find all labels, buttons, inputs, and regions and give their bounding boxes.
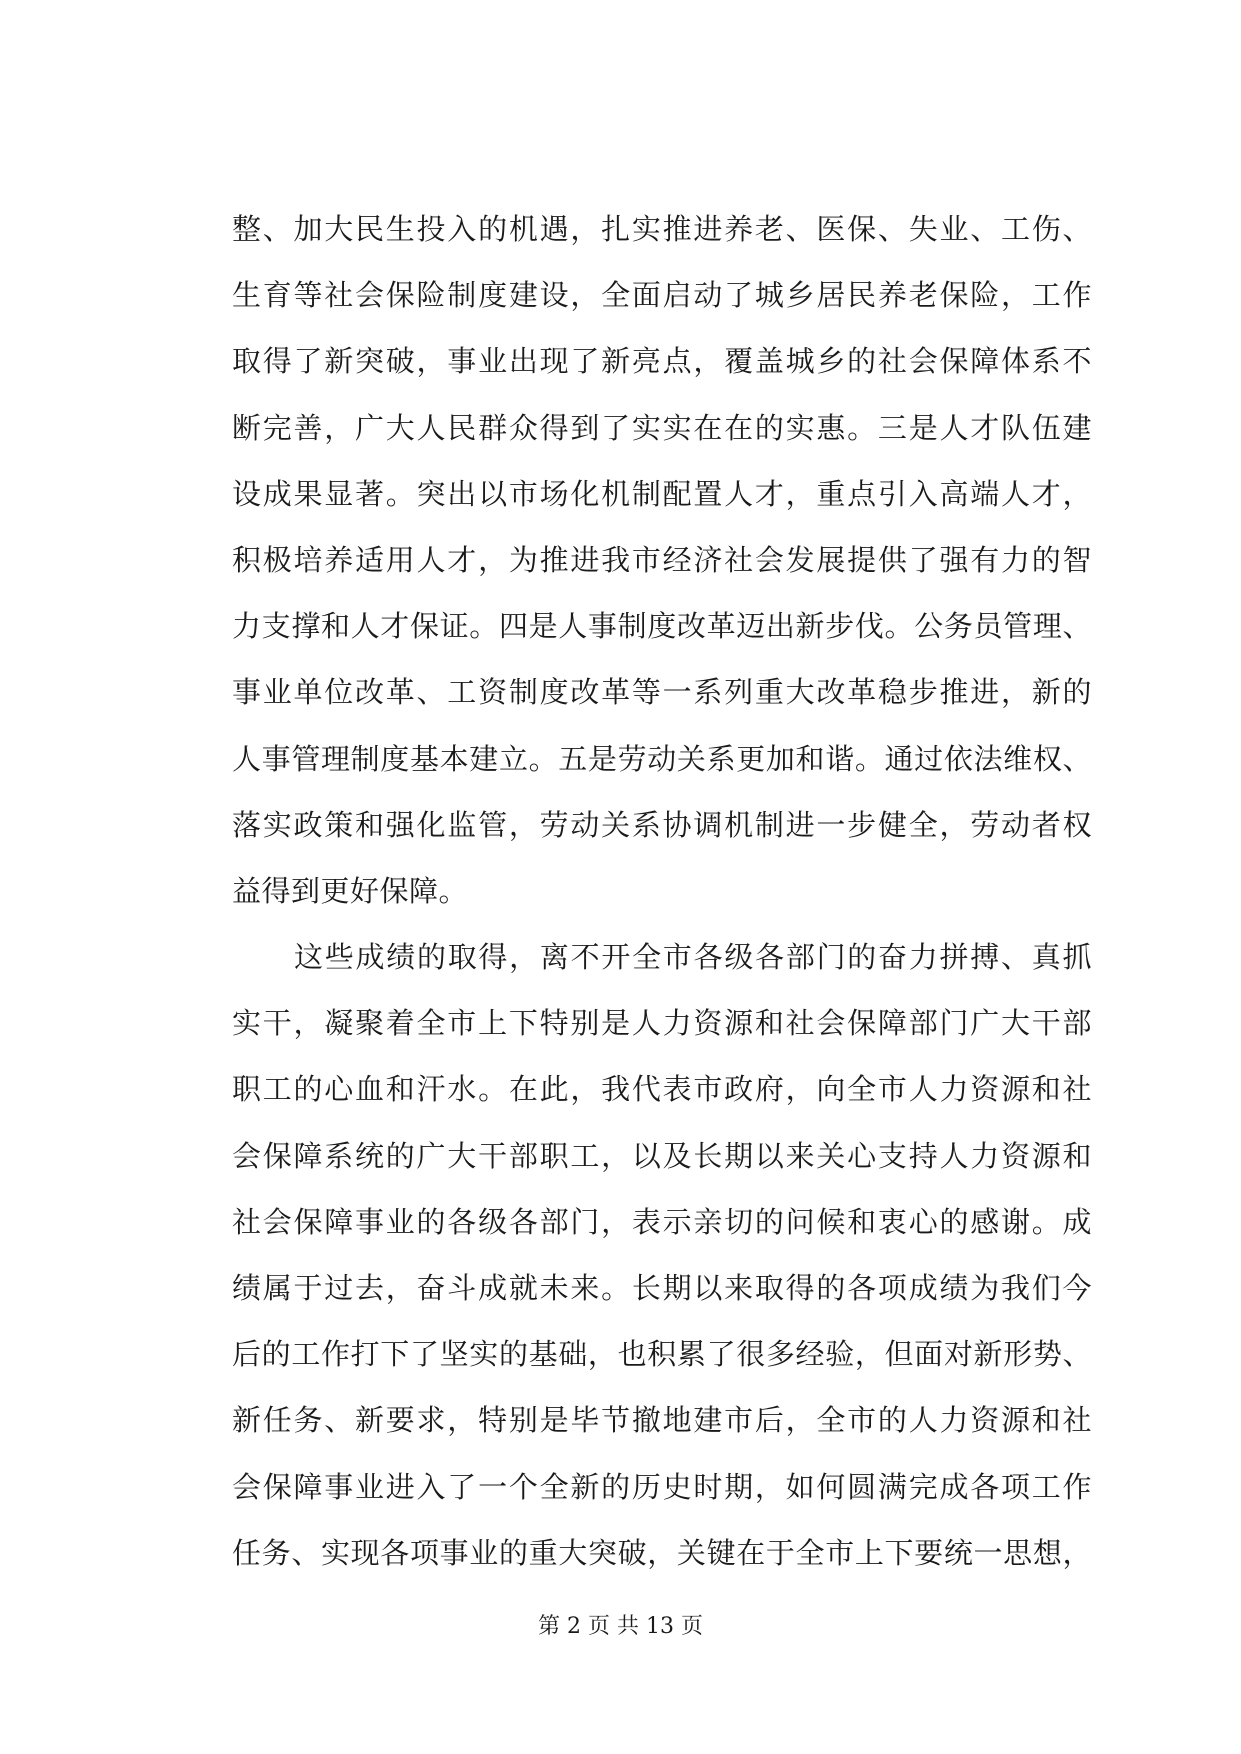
text-line: 任务、实现各项事业的重大突破，关键在于全市上下要统一思想，	[232, 1535, 1092, 1570]
text-line: 人事管理制度基本建立。五是劳动关系更加和谐。通过依法维权、	[232, 741, 1092, 776]
page-footer: 第 2 页 共 13 页	[538, 1614, 703, 1639]
text-line: 后的工作打下了坚实的基础，也积累了很多经验，但面对新形势、	[232, 1337, 1092, 1372]
text-line: 落实政策和强化监管，劳动关系协调机制进一步健全，劳动者权	[232, 807, 1092, 842]
text-line: 社会保障事业的各级各部门，表示亲切的问候和衷心的感谢。成	[232, 1204, 1092, 1239]
text-line: 会保障系统的广大干部职工，以及长期以来关心支持人力资源和	[232, 1138, 1092, 1173]
text-line: 生育等社会保险制度建设，全面启动了城乡居民养老保险，工作	[232, 278, 1092, 313]
body-text	[232, 196, 1092, 1586]
text-line: 新任务、新要求，特别是毕节撤地建市后，全市的人力资源和社	[232, 1403, 1092, 1438]
text-line: 整、加大民生投入的机遇，扎实推进养老、医保、失业、工伤、	[232, 212, 1092, 246]
text-line: 力支撑和人才保证。四是人事制度改革迈出新步伐。公务员管理、	[232, 609, 1092, 644]
text-line: 事业单位改革、工资制度改革等一系列重大改革稳步推进，新的	[232, 675, 1092, 710]
text-line: 职工的心血和汗水。在此，我代表市政府，向全市人力资源和社	[232, 1072, 1092, 1107]
text-line: 设成果显著。突出以市场化机制配置人才，重点引入高端人才，	[232, 476, 1092, 511]
text-line: 益得到更好保障。	[232, 873, 469, 908]
text-line: 会保障事业进入了一个全新的历史时期，如何圆满完成各项工作	[232, 1469, 1092, 1504]
text-line: 绩属于过去，奋斗成就未来。长期以来取得的各项成绩为我们今	[232, 1271, 1092, 1305]
text-line: 积极培养适用人才，为推进我市经济社会发展提供了强有力的智	[232, 542, 1092, 577]
text-line: 实干，凝聚着全市上下特别是人力资源和社会保障部门广大干部	[232, 1006, 1092, 1041]
text-line: 这些成绩的取得，离不开全市各级各部门的奋力拼搏、真抓	[294, 940, 1092, 975]
text-line: 取得了新突破，事业出现了新亮点，覆盖城乡的社会保障体系不	[232, 344, 1092, 379]
text-line: 断完善，广大人民群众得到了实实在在的实惠。三是人才队伍建	[232, 410, 1092, 445]
